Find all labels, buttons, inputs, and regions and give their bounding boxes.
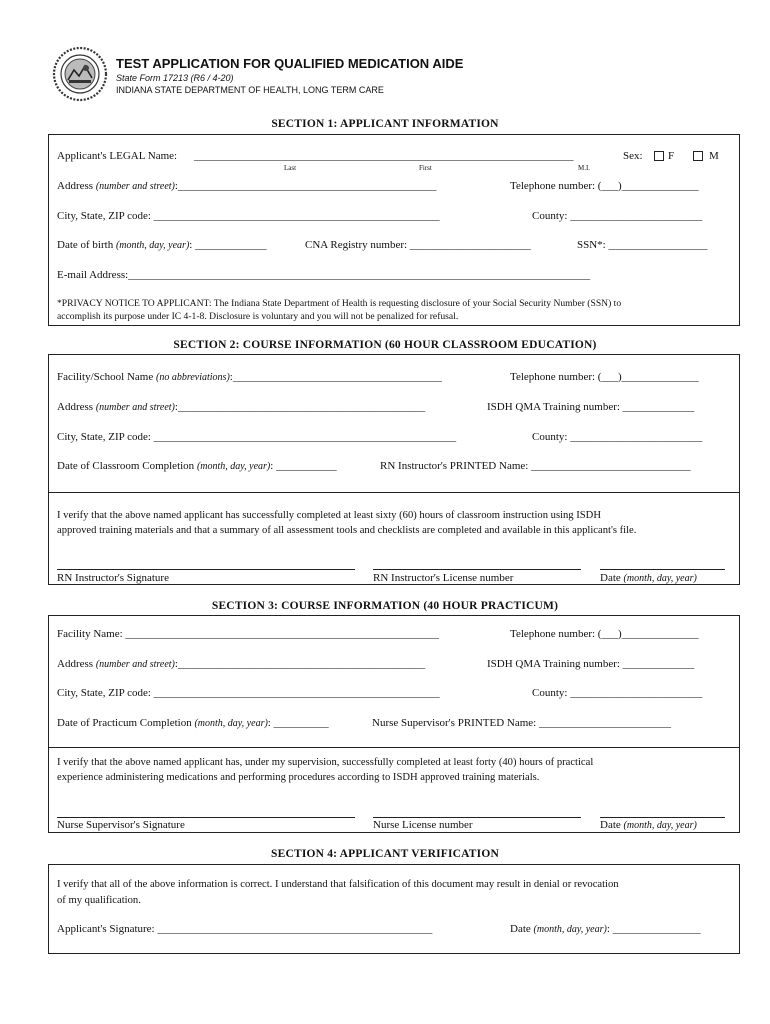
- address-label: Address: [57, 180, 96, 192]
- agency-name: INDIANA STATE DEPARTMENT OF HEALTH, LONG TERM CARE: [116, 85, 384, 95]
- s2-address-hint: (number and street): [95, 402, 175, 413]
- email-field[interactable]: E-mail Address:____________________________________________________________________________________: [57, 269, 591, 281]
- dob-label: Date of birth: [57, 239, 116, 251]
- telephone-field[interactable]: Telephone number: (___)______________: [510, 180, 699, 192]
- name-sub-mi: M.I.: [578, 164, 591, 172]
- address-hint: (number and street): [95, 181, 175, 192]
- sex-label: Sex:: [623, 150, 643, 162]
- s3-address-label: Address: [57, 658, 96, 670]
- s3-city-state-zip-field[interactable]: City, State, ZIP code: ____________________________________________________: [57, 687, 440, 699]
- rn-license-label: RN Instructor's License number: [373, 572, 514, 584]
- practicum-completion-date-field[interactable]: [57, 717, 329, 729]
- applicant-signature-field[interactable]: Applicant's Signature: __________________________________________________: [57, 923, 433, 935]
- nurse-supervisor-signature-label: Nurse Supervisor's Signature: [57, 819, 185, 831]
- s2-verify-line-2: approved training materials and that a summary of all assessment tools and checklists are completed and available in this applicant's file.: [57, 525, 637, 536]
- section-4-box: [48, 864, 740, 954]
- section-2-divider: [48, 492, 740, 493]
- s3-facility-name-field[interactable]: Facility Name: _________________________________________________________: [57, 628, 439, 640]
- s4-date-label: Date: [510, 923, 534, 935]
- s2-date-label: Date (month, day, year): [600, 572, 697, 584]
- s3-address-blank: :_____________________________________________: [174, 658, 426, 670]
- address-blank: :_______________________________________________: [174, 180, 437, 192]
- sex-m-checkbox[interactable]: [693, 151, 703, 161]
- ssn-field[interactable]: SSN*: __________________: [577, 239, 708, 251]
- s3-qma-training-field[interactable]: ISDH QMA Training number: _____________: [487, 658, 695, 670]
- form-number: State Form 17213 (R6 / 4-20): [116, 73, 234, 83]
- s4-verify-line-2: of my qualification.: [57, 895, 141, 906]
- facility-label: Facility/School Name: [57, 371, 156, 383]
- state-seal-logo: [52, 46, 108, 102]
- facility-blank: :______________________________________: [229, 371, 442, 383]
- practicum-date-label: Date of Practicum Completion: [57, 717, 195, 729]
- nurse-supervisor-signature-line[interactable]: [57, 817, 355, 818]
- name-sub-last: Last: [284, 164, 297, 172]
- s3-verify-line-2: experience administering medications and performing procedures according to ISDH approved training materials.: [57, 772, 540, 783]
- s2-city-state-zip-field[interactable]: City, State, ZIP code: _______________________________________________________: [57, 431, 457, 443]
- s2-address-label: Address: [57, 401, 96, 413]
- s2-date-line[interactable]: [600, 569, 725, 570]
- s4-date-hint: (month, day, year): [533, 924, 607, 935]
- legal-name-label: Applicant's LEGAL Name:: [57, 150, 178, 162]
- s2-qma-training-field[interactable]: ISDH QMA Training number: _____________: [487, 401, 695, 413]
- sex-f-checkbox[interactable]: [654, 151, 664, 161]
- form-title: TEST APPLICATION FOR QUALIFIED MEDICATION AIDE: [116, 56, 464, 71]
- s3-date-line[interactable]: [600, 817, 725, 818]
- dob-hint: (month, day, year): [115, 240, 190, 251]
- county-field[interactable]: County: ________________________: [532, 210, 703, 222]
- s2-telephone-field[interactable]: Telephone number: (___)______________: [510, 371, 699, 383]
- s4-verify-line-1: I verify that all of the above information is correct. I understand that falsification of this document may result in denial or revocation: [57, 879, 619, 890]
- privacy-notice-line-2: accomplish its purpose under IC 4-1-8. Disclosure is voluntary and you will not be penalized for refusal.: [57, 311, 459, 322]
- section-4-heading: SECTION 4: APPLICANT VERIFICATION: [270, 848, 499, 860]
- classroom-completion-date-field[interactable]: [57, 460, 337, 472]
- section-3-divider: [48, 747, 740, 748]
- s3-date-label: Date (month, day, year): [600, 819, 697, 831]
- rn-license-line[interactable]: [373, 569, 581, 570]
- s3-address-hint: (number and street): [95, 659, 175, 670]
- s2-address-blank: :_____________________________________________: [174, 401, 426, 413]
- section-3-heading: SECTION 3: COURSE INFORMATION (40 HOUR PRACTICUM): [211, 600, 559, 612]
- s2-address-field[interactable]: [57, 401, 425, 413]
- sex-m-label: M: [709, 150, 719, 162]
- practicum-date-hint: (month, day, year): [194, 718, 268, 729]
- cna-registry-field[interactable]: CNA Registry number: ______________________: [305, 239, 531, 251]
- s3-county-field[interactable]: County: ________________________: [532, 687, 703, 699]
- s4-date-blank: : ________________: [606, 923, 701, 935]
- facility-hint: (no abbreviations): [155, 372, 230, 383]
- classroom-date-blank: : ___________: [270, 460, 337, 472]
- dob-blank: : _____________: [189, 239, 267, 251]
- s3-address-field[interactable]: [57, 658, 425, 670]
- nurse-license-line[interactable]: [373, 817, 581, 818]
- s3-telephone-field[interactable]: Telephone number: (___)______________: [510, 628, 699, 640]
- rn-signature-label: RN Instructor's Signature: [57, 572, 169, 584]
- name-sub-first: First: [419, 164, 432, 172]
- nurse-license-label: Nurse License number: [373, 819, 473, 831]
- s2-county-field[interactable]: County: ________________________: [532, 431, 703, 443]
- s2-verify-line-1: I verify that the above named applicant has successfully completed at least sixty (60) hours of classroom instruction using ISDH: [57, 510, 601, 521]
- classroom-date-hint: (month, day, year): [196, 461, 271, 472]
- classroom-date-label: Date of Classroom Completion: [57, 460, 197, 472]
- sex-f-label: F: [668, 150, 675, 162]
- legal-name-field[interactable]: _____________________________________________________________________: [194, 150, 574, 162]
- facility-school-name-field[interactable]: [57, 371, 442, 383]
- practicum-date-blank: : __________: [267, 717, 329, 729]
- nurse-supervisor-name-field[interactable]: Nurse Supervisor's PRINTED Name: ________________________: [372, 717, 671, 729]
- s4-date-field[interactable]: [510, 923, 701, 935]
- section-1-heading: SECTION 1: APPLICANT INFORMATION: [271, 118, 499, 130]
- privacy-notice-line-1: *PRIVACY NOTICE TO APPLICANT: The Indiana State Department of Health is requesting disclosure of your Social Security Number (SSN) to: [57, 298, 622, 309]
- address-field[interactable]: [57, 180, 436, 192]
- rn-instructor-name-field[interactable]: RN Instructor's PRINTED Name: _____________________________: [380, 460, 691, 472]
- city-state-zip-field[interactable]: City, State, ZIP code: ____________________________________________________: [57, 210, 440, 222]
- s3-verify-line-1: I verify that the above named applicant has, under my supervision, successfully completed at least forty (40) hours of practical: [57, 757, 594, 768]
- section-2-heading: SECTION 2: COURSE INFORMATION (60 HOUR CLASSROOM EDUCATION): [173, 339, 597, 351]
- date-of-birth-field[interactable]: [57, 239, 267, 251]
- rn-signature-line[interactable]: [57, 569, 355, 570]
